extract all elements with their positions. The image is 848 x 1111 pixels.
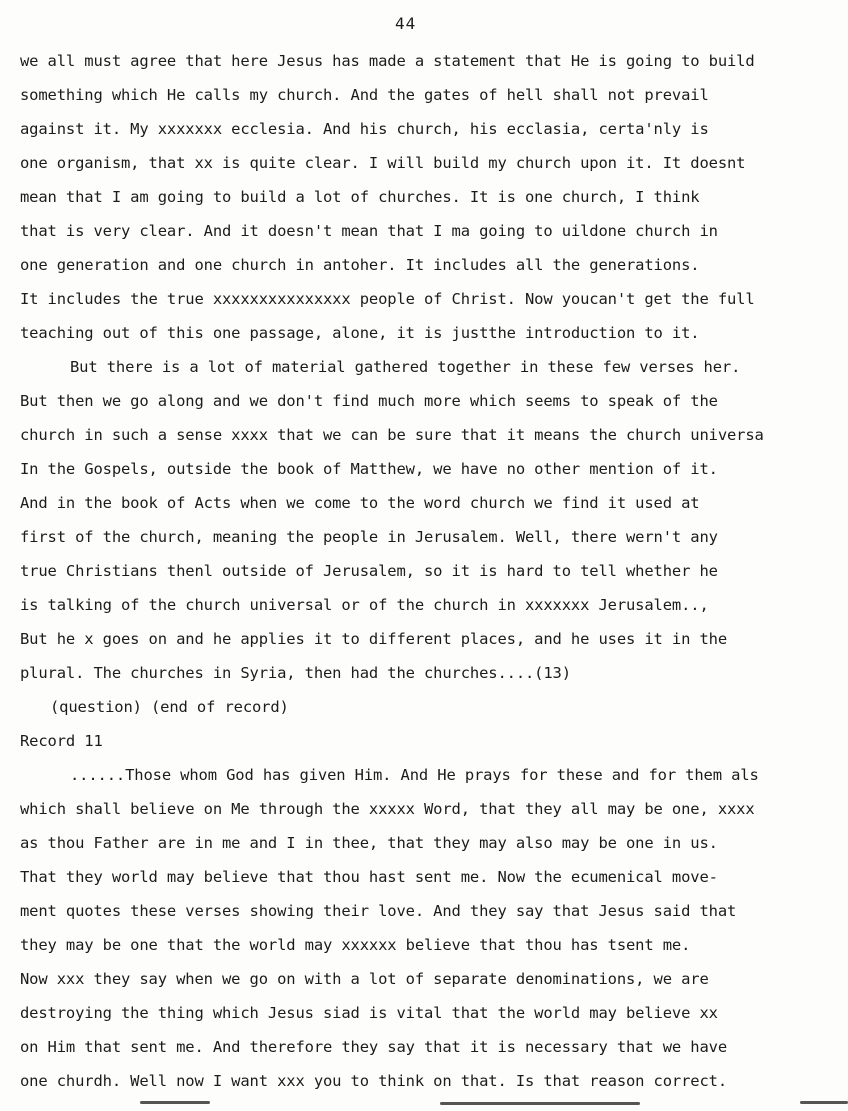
text-line: And in the book of Acts when we come to the word church we find it used at <box>20 494 700 512</box>
text-line: (question) (end of record) <box>50 698 289 716</box>
scan-edge-marks <box>20 1101 848 1111</box>
text-line: It includes the true xxxxxxxxxxxxxxx people of Christ. Now youcan't get the full <box>20 290 755 308</box>
text-line: one organism, that xx is quite clear. I will build my church upon it. It doesnt <box>20 154 746 172</box>
record-heading: Record 11 <box>20 732 103 750</box>
text-line: church in such a sense xxxx that we can be sure that it means the church universa <box>20 426 764 444</box>
text-line: destroying the thing which Jesus siad is vital that the world may believe xx <box>20 1004 718 1022</box>
text-line: true Christians thenl outside of Jerusalem, so it is hard to tell whether he <box>20 562 718 580</box>
text-line: mean that I am going to build a lot of churches. It is one church, I think <box>20 188 700 206</box>
text-line: In the Gospels, outside the book of Matthew, we have no other mention of it. <box>20 460 718 478</box>
text-line: against it. My xxxxxxx ecclesia. And his church, his ecclasia, certa'nly is <box>20 120 709 138</box>
text-line: as thou Father are in me and I in thee, that they may also may be one in us. <box>20 834 718 852</box>
text-line: But there is a lot of material gathered together in these few verses her. <box>70 358 741 376</box>
text-line: first of the church, meaning the people in Jerusalem. Well, there wern't any <box>20 528 718 546</box>
text-line: one churdh. Well now I want xxx you to think on that. Is that reason correct. <box>20 1072 727 1090</box>
text-line: ......Those whom God has given Him. And He prays for these and for them als <box>70 766 759 784</box>
text-line: something which He calls my church. And the gates of hell shall not prevail <box>20 86 709 104</box>
text-line: that is very clear. And it doesn't mean that I ma going to uildone church in <box>20 222 718 240</box>
text-line: teaching out of this one passage, alone, it is justthe introduction to it. <box>20 324 700 342</box>
text-line: which shall believe on Me through the xxxxx Word, that they all may be one, xxxx <box>20 800 755 818</box>
text-line: That they world may believe that thou hast sent me. Now the ecumenical move- <box>20 868 718 886</box>
text-line: is talking of the church universal or of the church in xxxxxxx Jerusalem.., <box>20 596 709 614</box>
page-number: 44 <box>395 14 417 33</box>
text-line: plural. The churches in Syria, then had the churches....(13) <box>20 664 571 682</box>
text-line: one generation and one church in antoher. It includes all the generations. <box>20 256 700 274</box>
text-line: we all must agree that here Jesus has made a statement that He is going to build <box>20 52 755 70</box>
text-line: But he x goes on and he applies it to different places, and he uses it in the <box>20 630 727 648</box>
text-line: Now xxx they say when we go on with a lot of separate denominations, we are <box>20 970 709 988</box>
text-line: on Him that sent me. And therefore they say that it is necessary that we have <box>20 1038 727 1056</box>
text-line: they may be one that the world may xxxxxx believe that thou has tsent me. <box>20 936 691 954</box>
body-text <box>20 44 840 1098</box>
text-line: But then we go along and we don't find much more which seems to speak of the <box>20 392 718 410</box>
text-line: ment quotes these verses showing their love. And they say that Jesus said that <box>20 902 737 920</box>
